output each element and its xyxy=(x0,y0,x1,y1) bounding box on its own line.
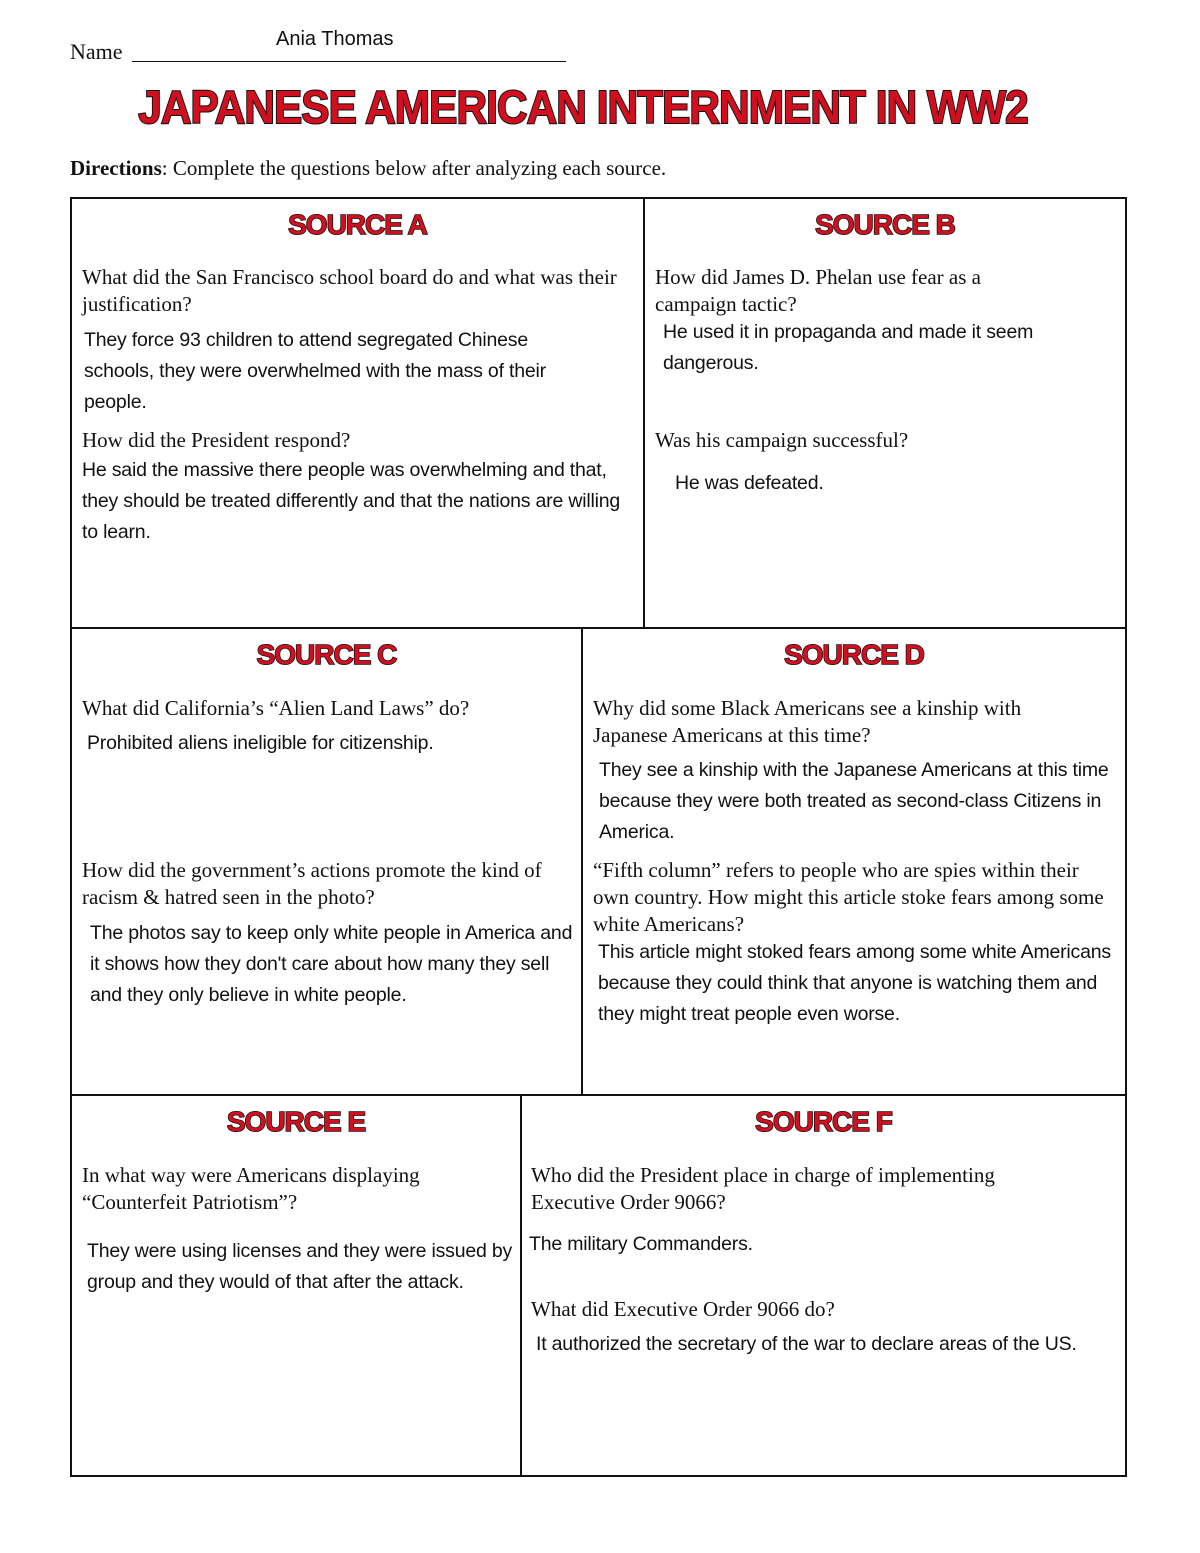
source-b-question-1: How did James D. Phelan use fear as a campaign tactic? xyxy=(655,265,981,316)
source-b-cell xyxy=(645,199,1125,627)
source-d-title: SOURCE D xyxy=(784,639,924,670)
source-d-answer-2[interactable]: This article might stoked fears among some white Americans because they could think that anyone is watching them and they might treat people even worse. xyxy=(598,941,1111,1025)
source-a-answer-2[interactable]: He said the massive there people was overwhelming and that, they should be treated differently and that the nations are willing to learn. xyxy=(82,459,621,543)
source-c-answer-1[interactable]: Prohibited aliens ineligible for citizenship. xyxy=(87,732,434,754)
source-e-question-1: In what way were Americans displaying “Counterfeit Patriotism”? xyxy=(82,1163,420,1214)
name-row xyxy=(70,28,570,68)
source-a-answer-1[interactable]: They force 93 children to attend segregated Chinese schools, they were overwhelmed with the mass of their people. xyxy=(84,329,546,413)
source-a-title: SOURCE A xyxy=(288,209,427,240)
source-d-question-1: Why did some Black Americans see a kinship with Japanese Americans at this time? xyxy=(593,696,1022,747)
source-d-answer-1[interactable]: They see a kinship with the Japanese Americans at this time because they were both treated as second-class Citizens in America. xyxy=(599,759,1109,843)
source-f-answer-1[interactable]: The military Commanders. xyxy=(529,1233,753,1255)
directions xyxy=(70,156,666,181)
source-a-question-2: How did the President respond? xyxy=(82,428,351,452)
source-d-question-2: “Fifth column” refers to people who are spies within their own country. How might this article stoke fears among some white Americans? xyxy=(593,858,1104,936)
source-f-title: SOURCE F xyxy=(755,1106,892,1137)
source-d-cell xyxy=(583,629,1125,1094)
source-c-cell xyxy=(72,629,581,1094)
source-f-answer-2[interactable]: It authorized the secretary of the war to declare areas of the US. xyxy=(536,1333,1077,1355)
source-f-question-1: Who did the President place in charge of implementing Executive Order 9066? xyxy=(531,1163,995,1214)
source-c-question-1: What did California’s “Alien Land Laws” do? xyxy=(82,696,470,720)
source-c-answer-2[interactable]: The photos say to keep only white people in America and it shows how they don't care about how many they sell and they only believe in white people. xyxy=(90,922,573,1006)
source-c-title: SOURCE C xyxy=(256,639,397,670)
directions-label: Directions xyxy=(70,156,162,180)
source-a-cell xyxy=(72,199,643,627)
name-field[interactable]: Ania Thomas xyxy=(276,28,394,50)
source-b-answer-2[interactable]: He was defeated. xyxy=(675,472,824,494)
source-e-cell xyxy=(72,1096,520,1475)
source-b-answer-1[interactable]: He used it in propaganda and made it seem dangerous. xyxy=(663,321,1034,374)
source-f-question-2: What did Executive Order 9066 do? xyxy=(531,1297,835,1321)
source-a-question-1: What did the San Francisco school board do and what was their justification? xyxy=(82,265,617,316)
name-label: Name xyxy=(70,39,123,64)
source-e-answer-1[interactable]: They were using licenses and they were issued by group and they would of that after the attack. xyxy=(87,1240,513,1293)
name-underline xyxy=(132,61,566,62)
source-f-cell xyxy=(522,1096,1125,1475)
source-c-question-2: How did the government’s actions promote the kind of racism & hatred seen in the photo? xyxy=(82,858,542,909)
source-b-title: SOURCE B xyxy=(815,209,955,240)
worksheet-title: JAPANESE AMERICAN INTERNMENT IN WW2 xyxy=(138,81,1028,133)
source-b-question-2: Was his campaign successful? xyxy=(655,428,909,452)
directions-text: : Complete the questions below after analyzing each source. xyxy=(161,156,667,180)
source-e-title: SOURCE E xyxy=(226,1106,366,1137)
